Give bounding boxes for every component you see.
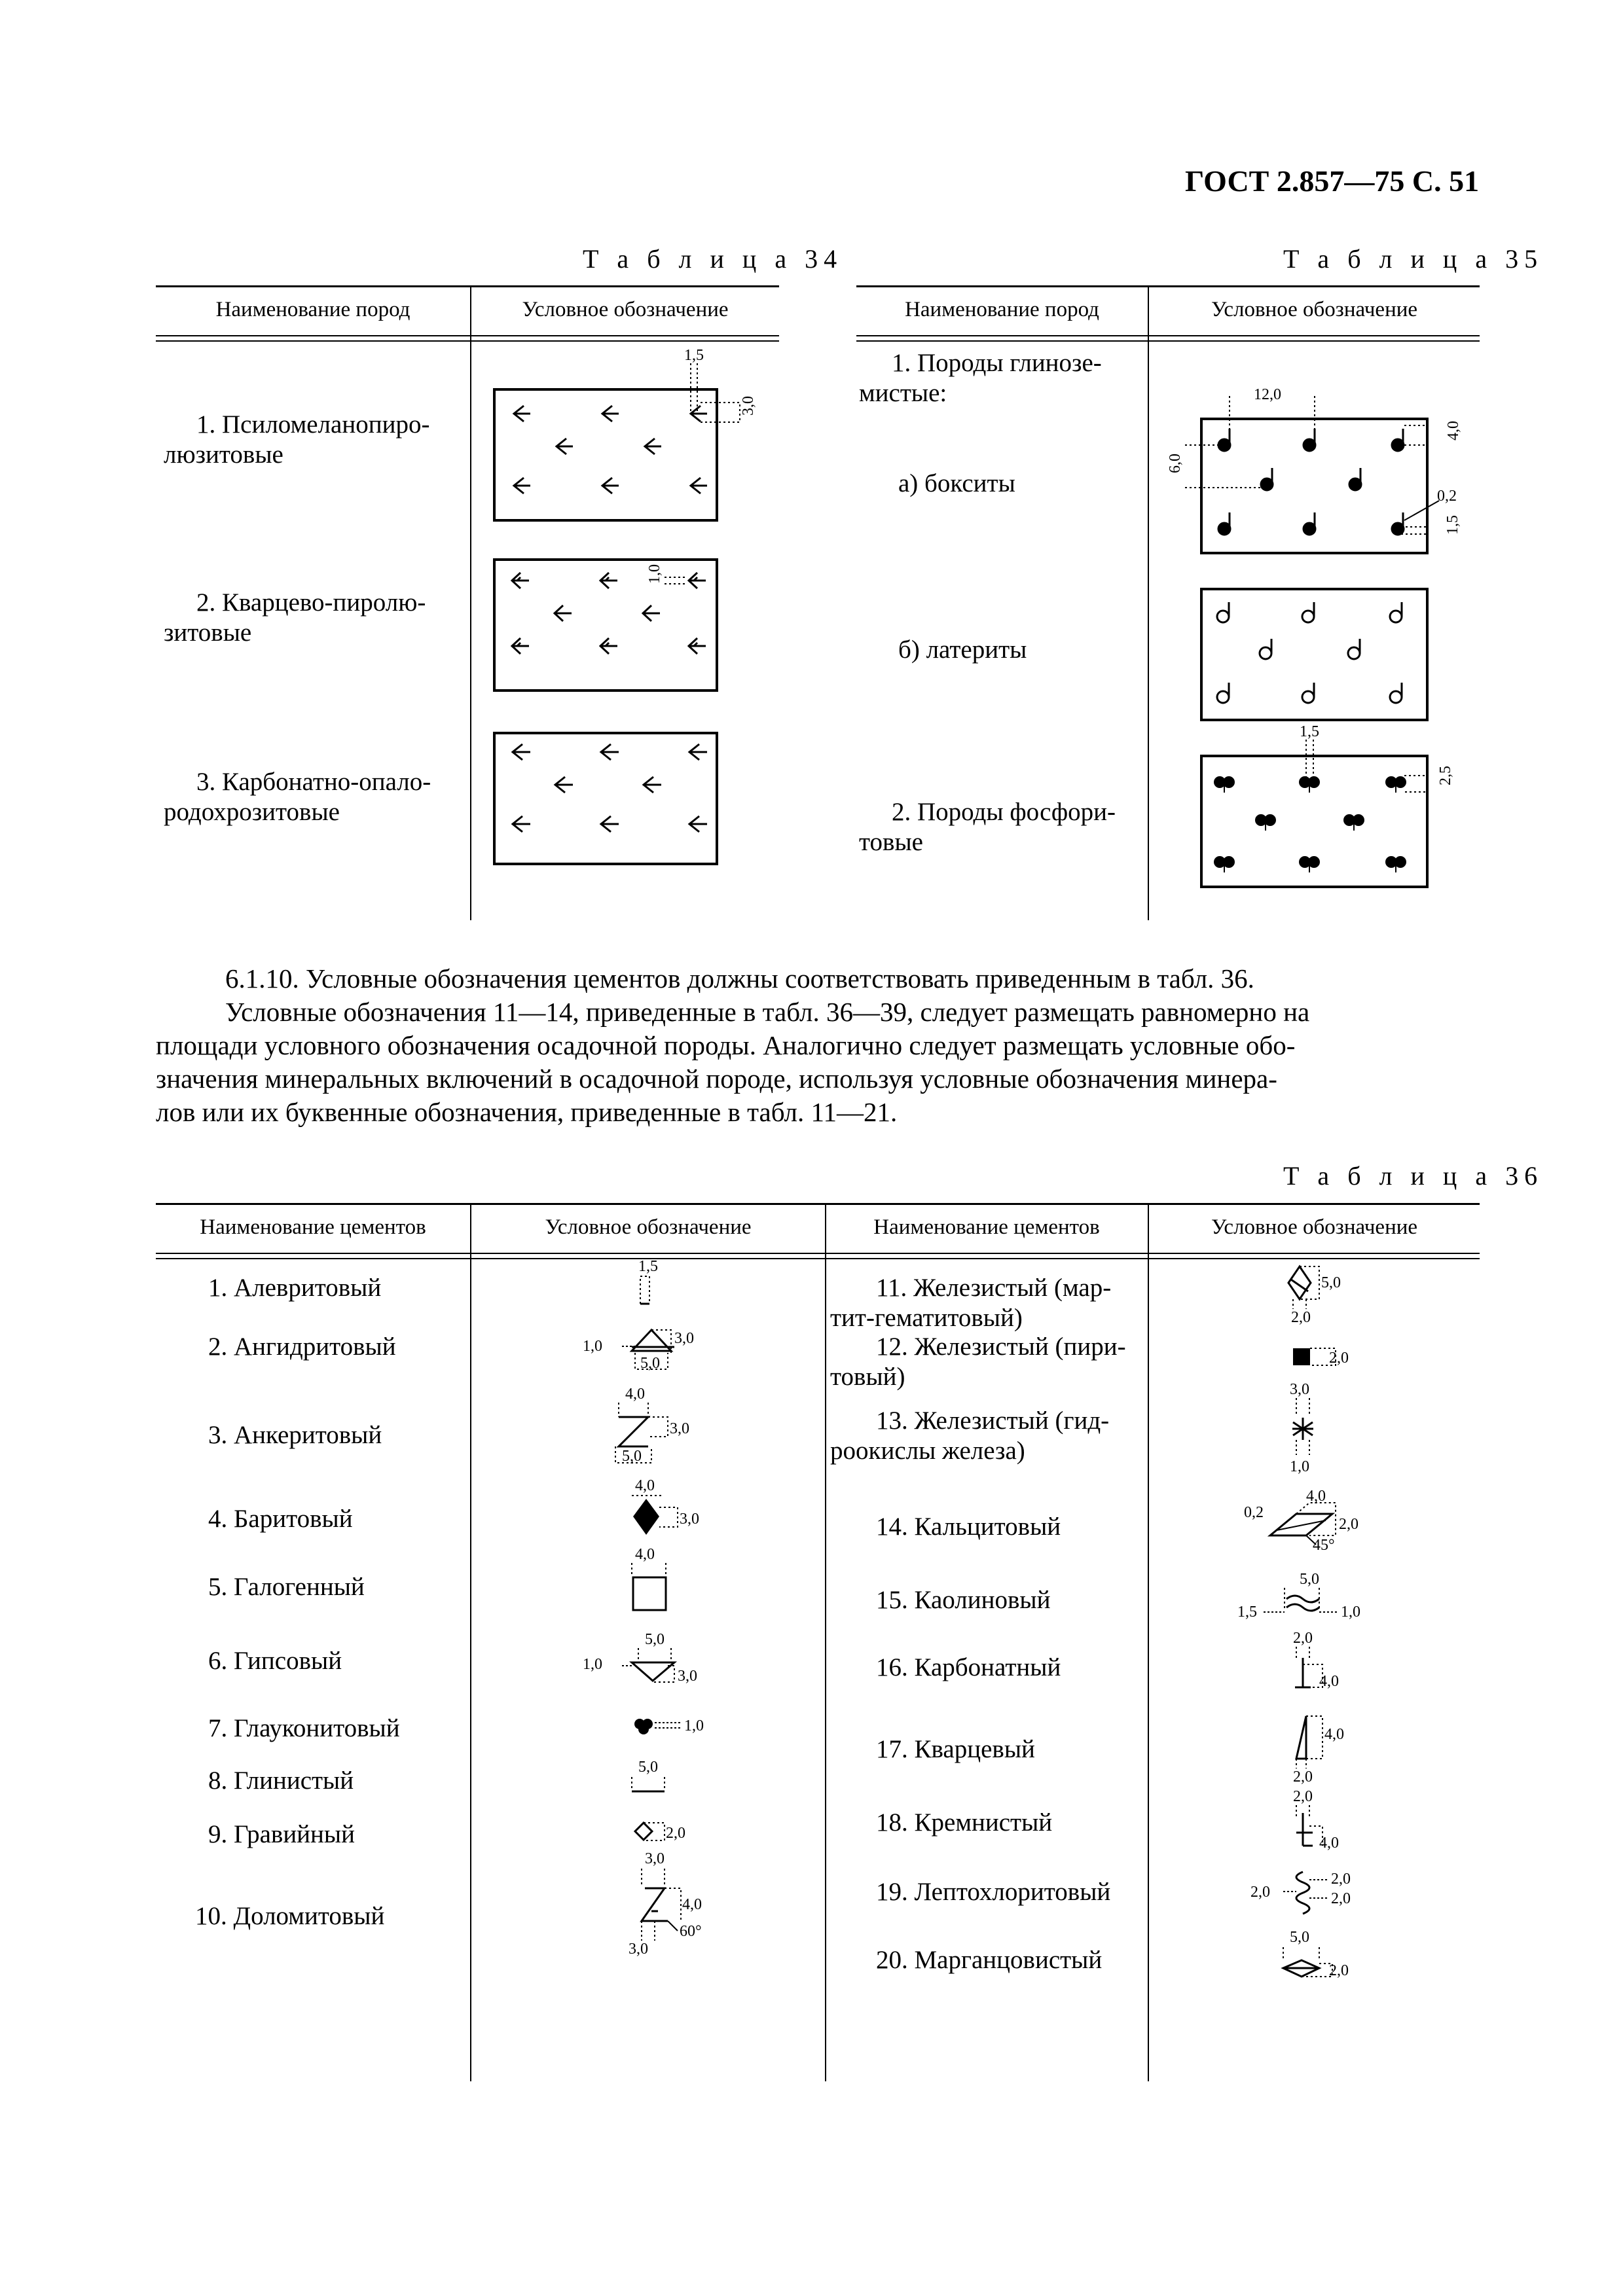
cement-name-5: 5. Галогенный	[208, 1573, 365, 1601]
table36-top-rule	[156, 1203, 1480, 1205]
table35-group2-name: 2. Породы фосфори- товые	[859, 798, 1116, 856]
table35-col1-header: Наименование пород	[905, 298, 1099, 321]
svg-text:1,5: 1,5	[1444, 515, 1461, 535]
cement-symbol-16	[1283, 1628, 1362, 1700]
svg-text:6,0: 6,0	[1167, 454, 1184, 473]
svg-text:2,0: 2,0	[1250, 1884, 1270, 1901]
table34-header-rule-2	[156, 340, 779, 342]
table36-header-rule-2	[156, 1258, 1480, 1259]
svg-text:2,0: 2,0	[1329, 1962, 1349, 1979]
svg-text:2,0: 2,0	[1293, 1788, 1313, 1805]
svg-text:1,5: 1,5	[684, 347, 704, 364]
table35-top-rule	[856, 285, 1480, 287]
svg-text:2,5: 2,5	[1437, 766, 1454, 785]
svg-text:3,0: 3,0	[740, 396, 757, 416]
svg-text:5,0: 5,0	[645, 1631, 665, 1648]
table36-col-divider-1	[470, 1203, 471, 2081]
cement-symbol-2	[583, 1317, 727, 1376]
cement-name-20: 20. Марганцовистый	[876, 1946, 1103, 1974]
svg-text:1,0: 1,0	[583, 1656, 602, 1673]
svg-text:2,0: 2,0	[1293, 1768, 1313, 1785]
svg-text:4,0: 4,0	[682, 1896, 702, 1913]
cement-name-11: 11. Железистый (мар- тит-гематитовый)	[830, 1274, 1112, 1332]
table35-caption: Т а б л и ц а 35	[1283, 244, 1544, 274]
cement-symbol-9	[632, 1813, 717, 1852]
page-header: ГОСТ 2.857—75 С. 51	[1185, 164, 1480, 198]
cement-symbol-19	[1241, 1865, 1372, 1918]
cement-name-15: 15. Каолиновый	[876, 1586, 1051, 1614]
svg-text:3,0: 3,0	[645, 1850, 665, 1867]
table35-symbol-bauxite	[1159, 380, 1473, 556]
cement-name-16: 16. Карбонатный	[876, 1653, 1061, 1681]
cement-symbol-3	[602, 1384, 707, 1469]
cement-symbol-7	[629, 1708, 720, 1741]
svg-text:4,0: 4,0	[1319, 1673, 1339, 1690]
table34-top-rule	[156, 285, 779, 287]
cement-name-13: 13. Железистый (гид- роокислы железа)	[830, 1407, 1110, 1465]
svg-text:1,0: 1,0	[646, 564, 663, 584]
svg-text:4,0: 4,0	[635, 1477, 655, 1494]
svg-text:3,0: 3,0	[629, 1941, 648, 1958]
svg-text:60°: 60°	[680, 1923, 702, 1940]
svg-text:4,0: 4,0	[1324, 1726, 1344, 1743]
svg-text:4,0: 4,0	[1445, 421, 1462, 440]
cement-name-19: 19. Лептохлоритовый	[876, 1878, 1111, 1906]
table36-col-divider-2	[825, 1203, 826, 2081]
table34-symbol-quartz-pyrolusite	[484, 550, 773, 700]
cement-symbol-14	[1244, 1484, 1375, 1556]
svg-text:1,0: 1,0	[583, 1338, 602, 1355]
cement-symbol-4	[619, 1476, 710, 1541]
table36-col2-header: Условное обозначение	[545, 1215, 752, 1239]
table35-symbol-phosphorite	[1192, 723, 1480, 900]
svg-text:45°: 45°	[1313, 1537, 1335, 1554]
svg-text:3,0: 3,0	[1290, 1381, 1309, 1398]
table36-col-divider-3	[1148, 1203, 1149, 2081]
svg-text:3,0: 3,0	[674, 1330, 694, 1347]
table35-col-divider	[1148, 285, 1149, 920]
cement-name-7: 7. Глауконитовый	[208, 1714, 400, 1742]
table34-col2-header: Условное обозначение	[522, 298, 729, 321]
svg-text:1,5: 1,5	[638, 1258, 658, 1275]
table35-group1-name: 1. Породы глинозе- мистые:	[859, 349, 1102, 407]
table35-laterite-name: б) латериты	[898, 636, 1027, 664]
table35-header-rule-2	[856, 340, 1480, 342]
cement-symbol-17	[1286, 1710, 1365, 1788]
table34-row3-name: 3. Карбонатно-опало- родохрозитовые	[164, 768, 431, 826]
svg-text:2,0: 2,0	[1291, 1309, 1311, 1326]
table34-col1-header: Наименование пород	[215, 298, 410, 321]
svg-text:12,0: 12,0	[1254, 386, 1281, 403]
cement-name-9: 9. Гравийный	[208, 1820, 356, 1848]
cement-symbol-13	[1283, 1380, 1349, 1478]
svg-text:5,0: 5,0	[1290, 1929, 1309, 1946]
cement-name-14: 14. Кальцитовый	[876, 1513, 1061, 1541]
svg-text:1,5: 1,5	[1237, 1604, 1257, 1621]
table34-symbol-carbonate-opal	[484, 723, 773, 874]
svg-text:4,0: 4,0	[625, 1386, 645, 1403]
cement-name-2: 2. Ангидритовый	[208, 1333, 396, 1361]
svg-text:5,0: 5,0	[638, 1759, 658, 1776]
table36-caption: Т а б л и ц а 36	[1283, 1161, 1544, 1191]
svg-text:5,0: 5,0	[640, 1355, 660, 1372]
svg-text:4,0: 4,0	[1319, 1835, 1339, 1852]
table36-col1-header: Наименование цементов	[200, 1215, 426, 1239]
cement-name-1: 1. Алевритовый	[208, 1274, 382, 1302]
svg-text:1,0: 1,0	[1341, 1604, 1360, 1621]
cement-symbol-1	[629, 1257, 668, 1309]
cement-name-3: 3. Анкеритовый	[208, 1421, 382, 1449]
cement-name-4: 4. Баритовый	[208, 1505, 353, 1533]
table34-header-rule-1	[156, 335, 779, 336]
paragraph-6-1-10: 6.1.10. Условные обозначения цементов должны соответствовать приведенным в табл. 36. Условные обозначения 11—14, приведенные в табл. 36—39, следует размещать равномерно на площади условного обозначения осадочной породы. Аналогично следует размещать условные обо- значения минеральных включений в осадочной породе, используя условные обозначения минера- лов или их буквенные обозначения, приведенные в табл. 11—21.	[156, 963, 1310, 1127]
svg-text:3,0: 3,0	[670, 1420, 689, 1437]
svg-text:2,0: 2,0	[1293, 1630, 1313, 1647]
svg-text:1,5: 1,5	[1300, 723, 1319, 740]
svg-text:3,0: 3,0	[680, 1511, 699, 1528]
cement-symbol-10	[615, 1849, 727, 1960]
table36-col4-header: Условное обозначение	[1211, 1215, 1418, 1239]
svg-text:2,0: 2,0	[1331, 1890, 1351, 1907]
svg-text:0,2: 0,2	[1437, 488, 1457, 505]
svg-text:5,0: 5,0	[1300, 1571, 1319, 1588]
cement-symbol-6	[583, 1630, 727, 1695]
svg-text:1,0: 1,0	[1290, 1458, 1309, 1475]
svg-text:2,0: 2,0	[666, 1825, 685, 1842]
svg-text:4,0: 4,0	[635, 1546, 655, 1563]
cement-name-8: 8. Глинистый	[208, 1767, 354, 1795]
table36-header-rule-1	[156, 1253, 1480, 1254]
cement-name-17: 17. Кварцевый	[876, 1735, 1035, 1763]
table35-symbol-laterite	[1192, 583, 1427, 726]
cement-symbol-20	[1277, 1928, 1368, 1993]
cement-symbol-11	[1283, 1260, 1375, 1332]
table35-header-rule-1	[856, 335, 1480, 336]
cement-name-6: 6. Гипсовый	[208, 1647, 342, 1675]
cement-symbol-18	[1283, 1787, 1362, 1859]
cement-name-10: 10. Доломитовый	[195, 1902, 385, 1930]
svg-text:5,0: 5,0	[1321, 1274, 1341, 1291]
table34-symbol-psilomelane	[484, 347, 773, 530]
svg-text:2,0: 2,0	[1329, 1350, 1349, 1367]
table36-col3-header: Наименование цементов	[873, 1215, 1100, 1239]
table34-col-divider	[470, 285, 471, 920]
svg-text:0,2: 0,2	[1244, 1504, 1264, 1521]
svg-text:2,0: 2,0	[1331, 1871, 1351, 1888]
cement-symbol-12	[1290, 1342, 1375, 1374]
table35-bauxite-name: а) бокситы	[898, 469, 1015, 497]
svg-text:2,0: 2,0	[1339, 1516, 1359, 1533]
svg-text:1,0: 1,0	[684, 1717, 704, 1734]
svg-text:5,0: 5,0	[622, 1448, 642, 1465]
cement-name-12: 12. Железистый (пири- товый)	[830, 1333, 1126, 1391]
cement-symbol-8	[625, 1757, 697, 1803]
cement-symbol-5	[625, 1545, 691, 1617]
cement-symbol-15	[1237, 1570, 1375, 1628]
cement-name-18: 18. Кремнистый	[876, 1808, 1053, 1837]
table34-caption: Т а б л и ц а 34	[583, 244, 843, 274]
svg-text:4,0: 4,0	[1306, 1488, 1326, 1505]
table34-row1-name: 1. Псиломеланопиро- люзитовые	[164, 410, 430, 469]
table35-col2-header: Условное обозначение	[1211, 298, 1418, 321]
svg-text:3,0: 3,0	[678, 1668, 697, 1685]
table34-row2-name: 2. Кварцево-пиролю- зитовые	[164, 588, 426, 647]
